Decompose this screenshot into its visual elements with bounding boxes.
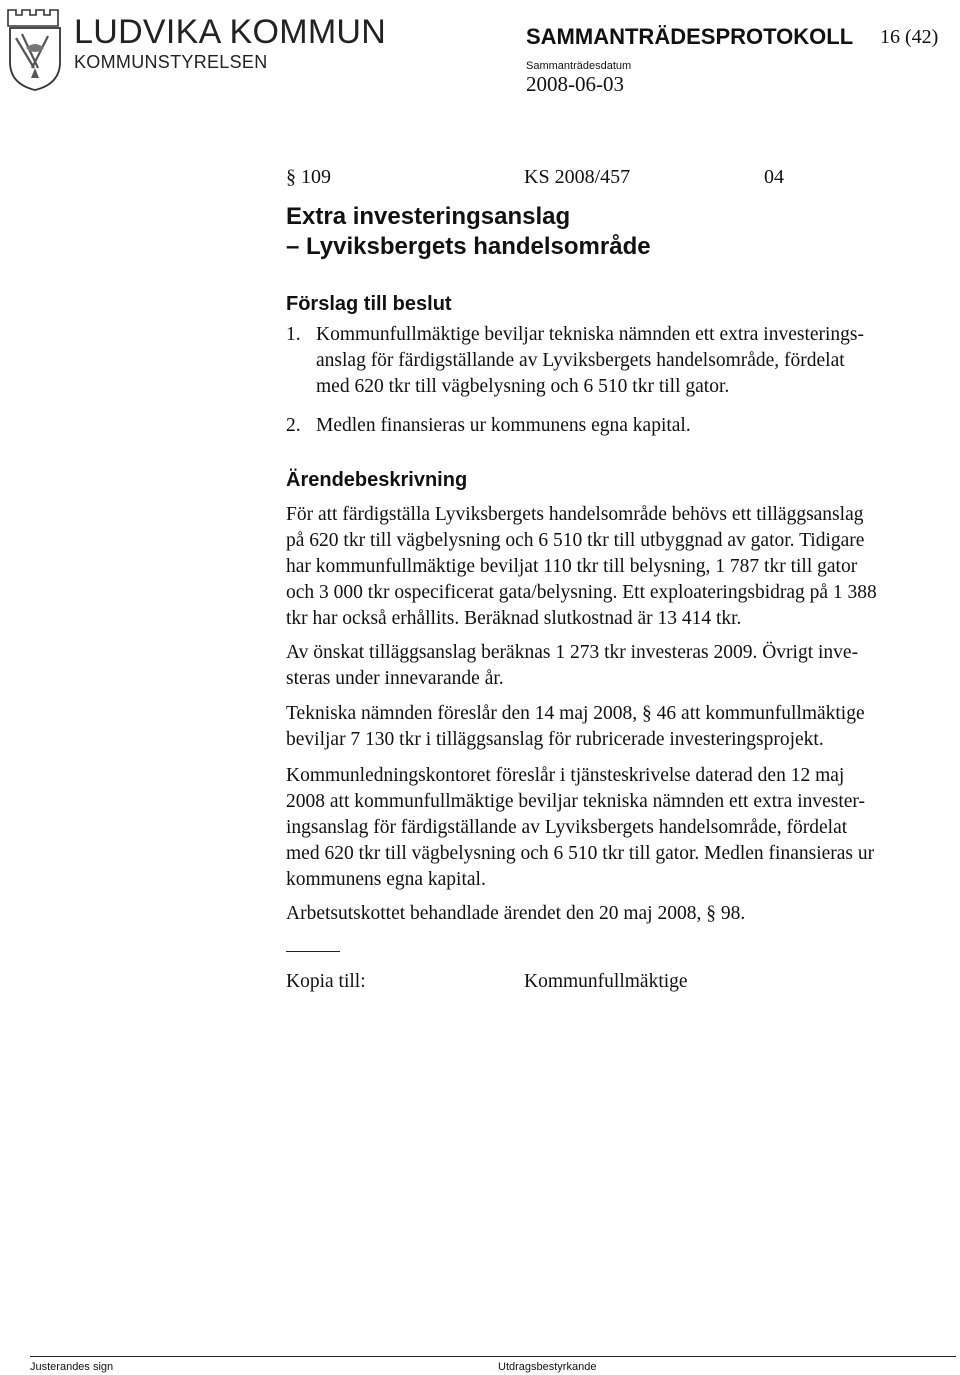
- text-line: tkr har också erhållits. Beräknad slutkostnad är 13 414 tkr.: [286, 608, 742, 629]
- case-title: Extra investeringsanslag: [286, 203, 571, 230]
- description-paragraph: [286, 901, 956, 927]
- text-line: anslag för färdigställande av Lyviksbergets handelsområde, fördelat: [316, 350, 845, 371]
- text-line: Av önskat tilläggsanslag beräknas 1 273 tkr investeras 2009. Övrigt inve-: [286, 642, 859, 663]
- proposal-item-number: 1.: [286, 324, 301, 345]
- footer-divider: [30, 1356, 956, 1357]
- meeting-date-label: Sammanträdesdatum: [526, 60, 632, 72]
- text-line: Tekniska nämnden föreslår den 14 maj 2008, § 46 att kommunfullmäktige: [286, 703, 865, 724]
- municipal-coat-of-arms-icon: [4, 4, 66, 92]
- text-line: med 620 tkr till vägbelysning och 6 510 tkr till gator.: [316, 376, 730, 397]
- text-line: För att färdigställa Lyviksbergets handelsområde behövs ett tilläggsanslag: [286, 504, 864, 525]
- description-paragraph: [286, 502, 956, 632]
- description-paragraph: [286, 701, 956, 753]
- case-subtitle: – Lyviksbergets handelsområde: [286, 233, 651, 260]
- text-line: steras under innevarande år.: [286, 668, 504, 689]
- case-reference-number: KS 2008/457: [524, 166, 631, 188]
- copy-to-recipient: Kommunfullmäktige: [524, 971, 688, 992]
- document-type: SAMMANTRÄDESPROTOKOLL: [526, 24, 854, 49]
- proposal-item: [316, 413, 691, 439]
- text-line: 2008 att kommunfullmäktige beviljar tekniska nämnden ett extra invester-: [286, 791, 866, 812]
- divider: [286, 951, 340, 952]
- text-line: Kommunfullmäktige beviljar tekniska nämnden ett extra investerings-: [316, 324, 865, 345]
- extract-certification-label: Utdragsbestyrkande: [498, 1361, 597, 1373]
- proposal-heading: Förslag till beslut: [286, 293, 452, 315]
- department-name: KOMMUNSTYRELSEN: [74, 52, 268, 72]
- text-line: kommunens egna kapital.: [286, 869, 486, 890]
- organization-name: LUDVIKA KOMMUN: [74, 13, 387, 51]
- text-line: och 3 000 tkr ospecificerat gata/belysning. Ett exploateringsbidrag på 1 388: [286, 582, 877, 603]
- text-line: Arbetsutskottet behandlade ärendet den 20 maj 2008, § 98.: [286, 903, 746, 924]
- proposal-item: [316, 322, 936, 400]
- description-heading: Ärendebeskrivning: [286, 469, 468, 491]
- case-paragraph-number: § 109: [286, 166, 331, 188]
- meeting-date: 2008-06-03: [526, 72, 624, 96]
- text-line: med 620 tkr till vägbelysning och 6 510 tkr till gator. Medlen finansieras ur: [286, 843, 875, 864]
- case-code: 04: [764, 166, 784, 188]
- copy-to-label: Kopia till:: [286, 971, 366, 992]
- text-line: ingsanslag för färdigställande av Lyviksbergets handelsområde, fördelat: [286, 817, 848, 838]
- adjuster-signature-label: Justerandes sign: [30, 1361, 114, 1373]
- text-line: Kommunledningskontoret föreslår i tjänsteskrivelse daterad den 12 maj: [286, 765, 845, 786]
- text-line: Medlen finansieras ur kommunens egna kapital.: [316, 415, 691, 436]
- description-paragraph: [286, 763, 956, 893]
- text-line: beviljar 7 130 tkr i tilläggsanslag för rubricerade investeringsprojekt.: [286, 729, 824, 750]
- description-paragraph: [286, 640, 956, 692]
- proposal-item-number: 2.: [286, 415, 301, 436]
- page-number: 16 (42): [880, 26, 939, 48]
- text-line: har kommunfullmäktige beviljat 110 tkr till belysning, 1 787 tkr till gator: [286, 556, 858, 577]
- text-line: på 620 tkr till vägbelysning och 6 510 tkr till utbyggnad av gator. Tidigare: [286, 530, 865, 551]
